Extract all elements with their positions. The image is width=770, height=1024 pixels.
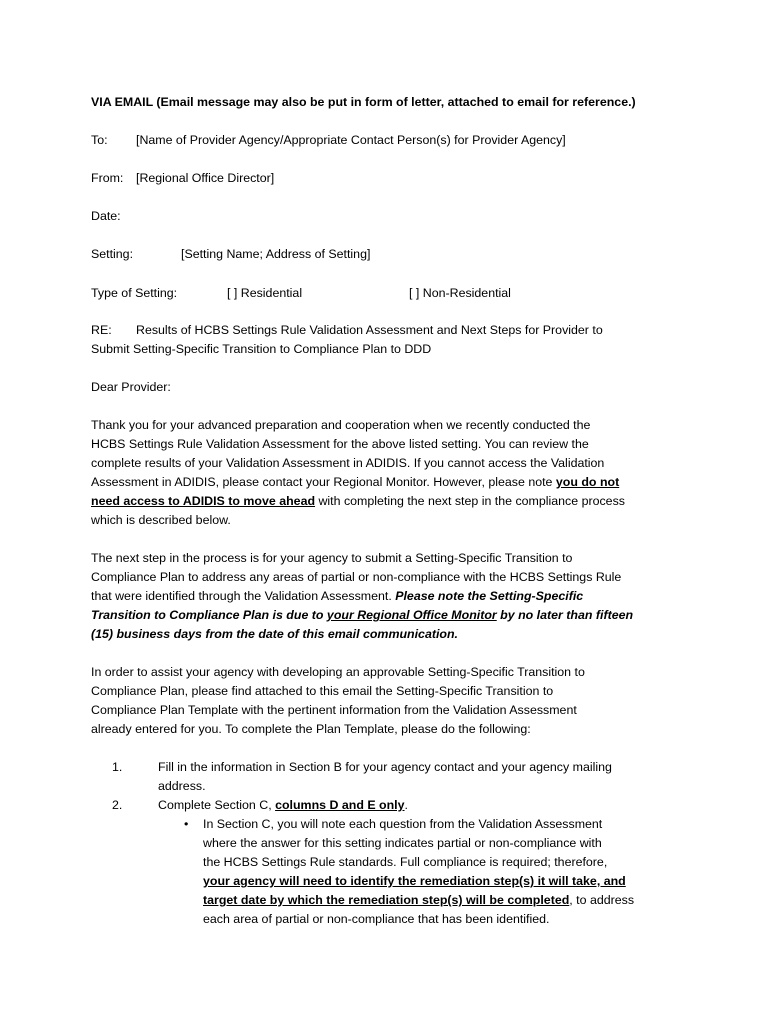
type-of-setting-label: Type of Setting:: [91, 286, 178, 300]
regional-office-monitor: your Regional Office Monitor: [326, 608, 497, 622]
para1-line: [91, 473, 619, 492]
para2-line: The next step in the process is for your agency to submit a Setting-Specific Transition to: [91, 551, 573, 565]
para2-line: [91, 606, 633, 625]
non-residential-checkbox[interactable]: [ ] Non-Residential: [409, 286, 511, 300]
para3-line: In order to assist your agency with developing an approvable Setting-Specific Transition to: [91, 665, 585, 679]
para2-line: Compliance Plan to address any areas of partial or non-compliance with the HCBS Settings Rule: [91, 570, 622, 584]
no-access-emphasis: need access to ADIDIS to move ahead: [91, 494, 316, 508]
list-number: 1.: [112, 760, 123, 774]
remediation-emphasis: target date by which the remediation step(s) will be completed: [203, 893, 570, 907]
to-label: To:: [91, 133, 108, 147]
para1-line: Thank you for your advanced preparation and cooperation when we recently conducted the: [91, 418, 591, 432]
due-notice: Please note the Setting-Specific: [395, 589, 584, 603]
para1-text: with completing the next step in the compliance process: [315, 494, 625, 508]
list-item-text: Complete Section C,: [158, 798, 276, 812]
via-email-heading: VIA EMAIL (Email message may also be put in form of letter, attached to email for reference.): [91, 95, 636, 109]
para1-text: Assessment in ADIDIS, please contact your Regional Monitor. However, please note: [91, 475, 556, 489]
date-label: Date:: [91, 209, 121, 223]
to-value: [Name of Provider Agency/Appropriate Contact Person(s) for Provider Agency]: [136, 133, 566, 147]
re-label: RE:: [91, 323, 112, 337]
from-value: [Regional Office Director]: [136, 171, 275, 185]
para3-line: Compliance Plan, please find attached to this email the Setting-Specific Transition to: [91, 684, 554, 698]
para2-text: that were identified through the Validation Assessment.: [91, 589, 396, 603]
salutation: Dear Provider:: [91, 380, 171, 394]
list-item-text: .: [404, 798, 408, 812]
para2-line: (15) business days from the date of this email communication.: [91, 627, 458, 641]
re-line-1: Results of HCBS Settings Rule Validation Assessment and Next Steps for Provider to: [136, 323, 603, 337]
para3-line: already entered for you. To complete the Plan Template, please do the following:: [91, 722, 531, 736]
para2-line: [91, 587, 583, 606]
remediation-emphasis: your agency will need to identify the remediation step(s) it will take, and: [203, 874, 626, 888]
sub-item-text: the HCBS Settings Rule standards. Full compliance is required; therefore,: [203, 855, 608, 869]
para1-line: complete results of your Validation Assessment in ADIDIS. If you cannot access the Validation: [91, 456, 605, 470]
due-notice: Transition to Compliance Plan is due to: [91, 608, 327, 622]
sub-item-text: , to address: [569, 893, 635, 907]
sub-item-text: In Section C, you will note each question from the Validation Assessment: [203, 817, 603, 831]
list-number: 2.: [112, 798, 123, 812]
due-notice: by no later than fifteen: [496, 608, 634, 622]
no-access-emphasis: you do not: [555, 475, 620, 489]
para1-line: HCBS Settings Rule Validation Assessment for the above listed setting. You can review the: [91, 437, 589, 451]
setting-value: [Setting Name; Address of Setting]: [181, 247, 371, 261]
para1-line: [91, 492, 625, 511]
residential-checkbox[interactable]: [ ] Residential: [227, 286, 303, 300]
sub-item-text: where the answer for this setting indicates partial or non-compliance with: [203, 836, 602, 850]
setting-label: Setting:: [91, 247, 134, 261]
from-label: From:: [91, 171, 124, 185]
para3-line: Compliance Plan Template with the pertinent information from the Validation Assessment: [91, 703, 577, 717]
sub-item-text: [203, 891, 634, 910]
re-line-2: Submit Setting-Specific Transition to Compliance Plan to DDD: [91, 342, 432, 356]
columns-emphasis: columns D and E only: [275, 798, 405, 812]
sub-item-text: each area of partial or non-compliance that has been identified.: [203, 912, 550, 926]
para1-line: which is described below.: [91, 513, 231, 527]
list-item-text: address.: [158, 779, 206, 793]
bullet-icon: •: [184, 817, 189, 831]
list-item-text: Fill in the information in Section B for your agency contact and your agency mailing: [158, 760, 612, 774]
list-item-text: [158, 796, 408, 815]
